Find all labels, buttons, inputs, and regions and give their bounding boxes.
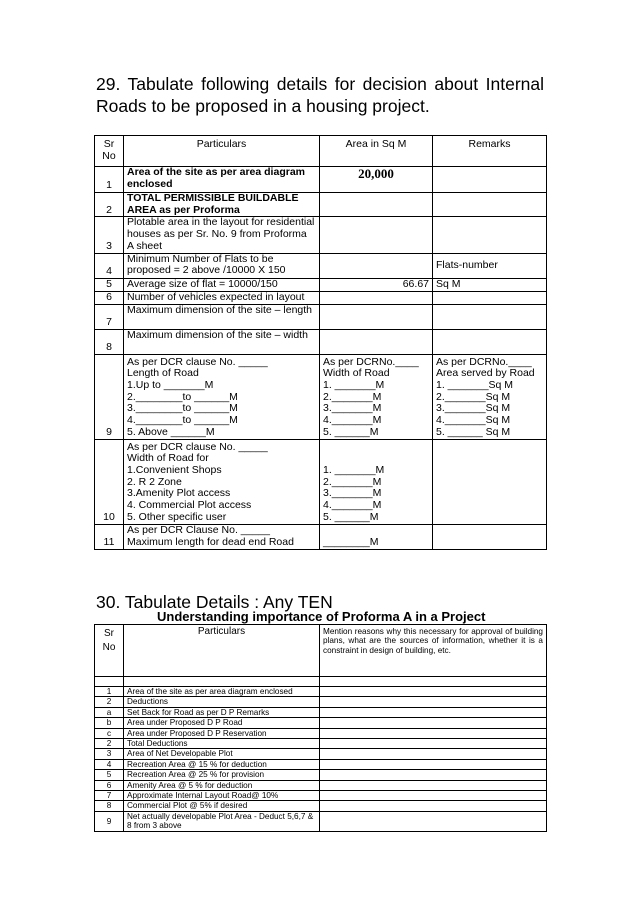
remarks-cell — [433, 217, 547, 253]
remarks-cell: Sq M — [433, 278, 547, 291]
table-row — [95, 801, 547, 811]
header-particulars: Particulars — [124, 136, 320, 167]
site-area-value: 20,000 — [358, 166, 394, 181]
table-row — [95, 524, 547, 549]
sr-no: c — [95, 728, 124, 738]
particulars-cell: Average size of flat = 10000/150 — [124, 278, 320, 291]
area-cell — [320, 217, 433, 253]
empty-cell — [95, 677, 124, 687]
spacer-row — [95, 677, 547, 687]
area-cell — [320, 304, 433, 329]
sr-no: 5 — [95, 278, 124, 291]
table-header-row — [95, 136, 547, 167]
empty-cell — [124, 677, 320, 687]
sr-no: 10 — [95, 439, 124, 524]
table-row — [95, 329, 547, 354]
header-sr: Sr No — [95, 625, 124, 677]
area-cell: ________M — [320, 524, 433, 549]
header-mention: Mention reasons why this necessary for approval of building plans, what are the sources of information, whether it is a constraint in design of building, etc. — [320, 625, 547, 677]
remarks-cell — [433, 524, 547, 549]
particulars-cell: Approximate Internal Layout Road@ 10% — [124, 791, 320, 801]
particulars-cell: TOTAL PERMISSIBLE BUILDABLE AREA as per Proforma — [124, 193, 320, 217]
question-30-title: 30. Tabulate Details : Any TEN — [96, 592, 333, 612]
table-row — [95, 291, 547, 304]
remarks-cell — [433, 329, 547, 354]
table-row — [95, 811, 547, 831]
table-row — [95, 278, 547, 291]
particulars-cell: Minimum Number of Flats to be proposed = 2 above /10000 X 150 — [124, 253, 320, 278]
sr-no: 3 — [95, 749, 124, 759]
mention-cell — [320, 697, 547, 707]
internal-roads-table — [94, 135, 547, 550]
particulars-cell: Set Back for Road as per D P Remarks — [124, 707, 320, 717]
remarks-cell — [433, 304, 547, 329]
table-row — [95, 739, 547, 749]
table-row — [95, 791, 547, 801]
table-row — [95, 759, 547, 769]
sr-no: a — [95, 707, 124, 717]
sr-no: 11 — [95, 524, 124, 549]
mention-cell — [320, 759, 547, 769]
empty-cell — [320, 677, 547, 687]
table-row — [95, 253, 547, 278]
mention-cell — [320, 687, 547, 697]
area-cell — [320, 253, 433, 278]
area-cell: 66.67 — [320, 278, 433, 291]
remarks-cell — [433, 291, 547, 304]
sr-no: 7 — [95, 791, 124, 801]
table-row — [95, 707, 547, 717]
sr-no: 8 — [95, 329, 124, 354]
mention-cell — [320, 791, 547, 801]
question-29-title: 29. Tabulate following details for decision about Internal Roads to be proposed in a housing project. — [96, 74, 544, 116]
proforma-a-table — [94, 624, 547, 832]
area-cell — [320, 329, 433, 354]
particulars-cell: As per DCR clause No. _____ Width of Road for 1.Convenient Shops 2. R 2 Zone 3.Amenity Plot access 4. Commercial Plot access 5. Other specific user — [124, 439, 320, 524]
sr-no: 9 — [95, 354, 124, 439]
mention-cell — [320, 749, 547, 759]
remarks-cell — [433, 439, 547, 524]
table-row — [95, 167, 547, 193]
table-row — [95, 687, 547, 697]
mention-cell — [320, 801, 547, 811]
table-row — [95, 304, 547, 329]
sr-no: 4 — [95, 759, 124, 769]
remarks-cell — [433, 167, 547, 193]
area-cell: 1. _______M 2._______M 3._______M 4._______M 5. ______M — [320, 439, 433, 524]
header-sr: Sr No — [95, 136, 124, 167]
particulars-cell: Area of the site as per area diagram enclosed — [124, 687, 320, 697]
sr-no: 2 — [95, 697, 124, 707]
sr-no: 6 — [95, 291, 124, 304]
particulars-cell: As per DCR clause No. _____ Length of Road 1.Up to _______M 2.________to ______M 3.________to ______M 4.________to ______M 5. Above ______M — [124, 354, 320, 439]
area-cell — [320, 291, 433, 304]
particulars-cell: Amenity Area @ 5 % for deduction — [124, 780, 320, 790]
particulars-cell: Area of Net Developable Plot — [124, 749, 320, 759]
mention-cell — [320, 739, 547, 749]
sr-no: 3 — [95, 217, 124, 253]
header-area: Area in Sq M — [320, 136, 433, 167]
table-row — [95, 697, 547, 707]
particulars-cell: Net actually developable Plot Area - Deduct 5,6,7 & 8 from 3 above — [124, 811, 320, 831]
table-row — [95, 770, 547, 780]
mention-cell — [320, 707, 547, 717]
mention-cell — [320, 811, 547, 831]
sr-no: 4 — [95, 253, 124, 278]
sr-no: 1 — [95, 167, 124, 193]
sr-no: b — [95, 718, 124, 728]
sr-no: 1 — [95, 687, 124, 697]
table-row — [95, 780, 547, 790]
area-cell — [320, 193, 433, 217]
sr-no: 7 — [95, 304, 124, 329]
particulars-cell: Area under Proposed D P Road — [124, 718, 320, 728]
particulars-cell: Total Deductions — [124, 739, 320, 749]
table-row — [95, 217, 547, 253]
table-row — [95, 193, 547, 217]
area-cell: As per DCRNo.____ Width of Road 1. _______M 2._______M 3._______M 4._______M 5. ______M — [320, 354, 433, 439]
particulars-cell: Commercial Plot @ 5% if desired — [124, 801, 320, 811]
particulars-cell: Recreation Area @ 25 % for provision — [124, 770, 320, 780]
particulars-cell: Maximum dimension of the site – width — [124, 329, 320, 354]
sr-no: 5 — [95, 770, 124, 780]
particulars-cell: Recreation Area @ 15 % for deduction — [124, 759, 320, 769]
area-cell — [320, 167, 433, 193]
table-row — [95, 718, 547, 728]
particulars-cell: Area of the site as per area diagram enclosed — [124, 167, 320, 193]
remarks-cell — [433, 193, 547, 217]
particulars-cell: Maximum dimension of the site – length — [124, 304, 320, 329]
mention-cell — [320, 770, 547, 780]
table-row — [95, 728, 547, 738]
table-row — [95, 354, 547, 439]
sr-no: 2 — [95, 193, 124, 217]
header-particulars: Particulars — [124, 625, 320, 677]
header-remarks: Remarks — [433, 136, 547, 167]
mention-cell — [320, 780, 547, 790]
remarks-cell: Flats-number — [433, 253, 547, 278]
sr-no: 2 — [95, 739, 124, 749]
particulars-cell: Number of vehicles expected in layout — [124, 291, 320, 304]
question-30-subtitle: Understanding importance of Proforma A in a Project — [157, 609, 486, 624]
particulars-cell: As per DCR Clause No. _____ Maximum length for dead end Road — [124, 524, 320, 549]
mention-cell — [320, 728, 547, 738]
particulars-cell: Area under Proposed D P Reservation — [124, 728, 320, 738]
sr-no: 8 — [95, 801, 124, 811]
table-row — [95, 749, 547, 759]
particulars-cell: Plotable area in the layout for residential houses as per Sr. No. 9 from Proforma A sheet — [124, 217, 320, 253]
particulars-cell: Deductions — [124, 697, 320, 707]
sr-no: 6 — [95, 780, 124, 790]
remarks-cell: As per DCRNo.____ Area served by Road 1. _______Sq M 2._______Sq M 3._______Sq M 4._______Sq M 5. ______ Sq M — [433, 354, 547, 439]
sr-no: 9 — [95, 811, 124, 831]
table-header-row — [95, 625, 547, 677]
table-row — [95, 439, 547, 524]
mention-cell — [320, 718, 547, 728]
